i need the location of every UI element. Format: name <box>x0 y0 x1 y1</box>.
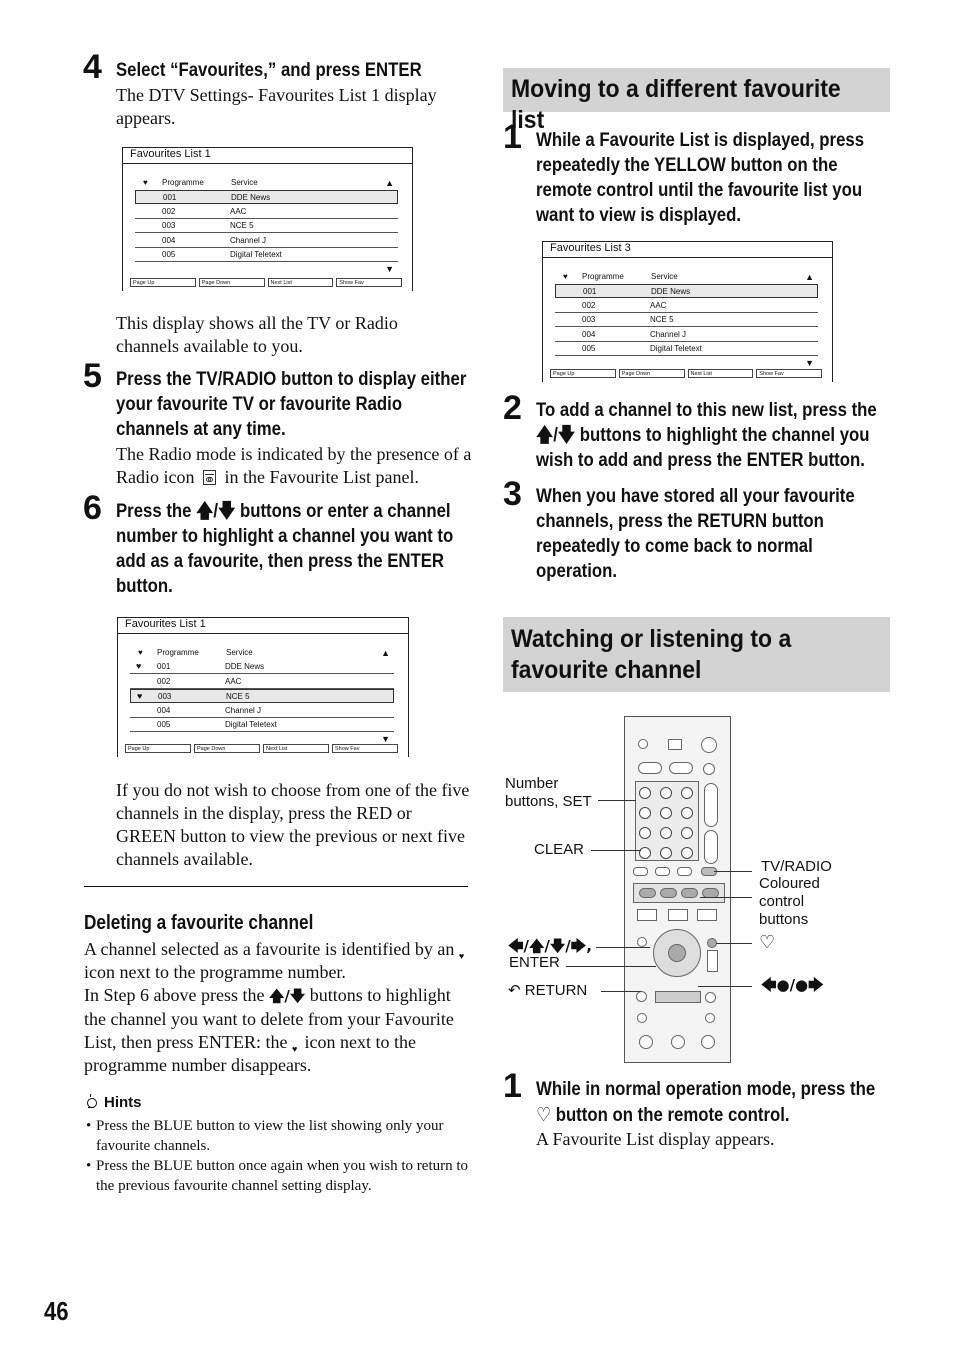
label-return <box>508 981 587 1000</box>
service-name: AAC <box>225 676 242 686</box>
programme-number: 002 <box>582 300 596 310</box>
list-item <box>130 660 394 674</box>
programme-number: 004 <box>157 705 171 715</box>
moving-step-2-heading <box>536 398 893 473</box>
panel-button[interactable]: Page Down <box>199 278 265 287</box>
step-4-body: The DTV Settings- Favourites List 1 display appears. <box>116 85 437 128</box>
moving-step-2-heading-a: To add a channel to this new list, press the <box>536 399 877 421</box>
list-item <box>135 234 398 248</box>
aux-key <box>637 937 647 947</box>
power-key <box>638 739 648 749</box>
panel-title-rule <box>118 633 408 634</box>
up-down-arrow-icon: 🡅/🡇 <box>268 987 306 1005</box>
moving-step-1-heading: While a Favourite List is displayed, press repeatedly the YELLOW button on the remote control until the favourite list you want to view is displayed. <box>536 129 865 226</box>
panel-title: Favourites List 1 <box>130 148 211 160</box>
leader-return <box>601 991 641 992</box>
scroll-down-icon: ▼ <box>381 734 390 744</box>
hint-bulb-icon <box>84 1094 98 1110</box>
panel-button[interactable]: Page Up <box>550 369 616 378</box>
up-down-arrow-icon: 🡅/🡇 <box>536 424 576 446</box>
rect-key-1 <box>638 762 662 774</box>
up-down-arrow-icon: 🡅/🡇 <box>196 500 236 522</box>
skip-key-bar <box>655 991 701 1003</box>
col-service-header: Service <box>651 272 678 281</box>
list-item <box>555 313 818 327</box>
hints-list <box>84 1116 476 1196</box>
leader-coloured <box>700 897 752 898</box>
list-item <box>135 205 398 219</box>
programme-number: 003 <box>582 315 596 325</box>
step-5-body <box>116 443 476 489</box>
step-4-heading: Select “Favourites,” and press ENTER <box>116 59 422 81</box>
deleting-body <box>84 938 476 1077</box>
transport-key-1 <box>637 1013 647 1023</box>
leader-number <box>598 800 636 801</box>
step-5-body-b: in the Favourite List panel. <box>224 467 419 487</box>
green-key <box>660 888 677 898</box>
col-service-header: Service <box>231 178 258 187</box>
programme-number: 001 <box>163 193 177 202</box>
list-item <box>135 219 398 233</box>
heart-icon: ♥ <box>138 648 143 657</box>
panel-title: Favourites List 1 <box>125 618 206 630</box>
favourites-panel-1 <box>122 147 413 291</box>
panel-button[interactable]: Next List <box>268 278 334 287</box>
number-key <box>660 847 672 859</box>
return-key <box>636 991 647 1002</box>
clear-key <box>639 847 651 859</box>
programme-number: 002 <box>157 676 171 686</box>
round-key <box>705 992 716 1003</box>
leader-arrows <box>596 947 650 948</box>
panel-button[interactable]: Show Fav <box>756 369 822 378</box>
panel-2-caption: If you do not wish to choose from one of the five channels in the display, press the RED or GREEN button to view the previous or next five channels available. <box>116 780 470 869</box>
arrow-keys-icon: 🡄/🡅/🡇/🡆, <box>508 937 592 955</box>
step-5-number: 5 <box>83 357 102 395</box>
leader-skip <box>698 986 752 987</box>
service-name: Digital Teletext <box>650 344 702 354</box>
step-6-heading-b: buttons or enter a channel number to highlight a channel you want to add as a favourite, then press the ENTER button. <box>116 500 454 597</box>
leader-tvradio <box>714 871 752 872</box>
watching-step-1-heading-b: button on the remote control. <box>555 1104 790 1126</box>
return-icon: ↶ <box>508 981 521 999</box>
step-6-heading-a: Press the <box>116 500 192 522</box>
panel-button[interactable]: Show Fav <box>332 744 398 753</box>
programme-number: 001 <box>157 662 171 671</box>
hints-heading <box>84 1094 142 1111</box>
deleting-p1-b: icon next to the programme number. <box>84 962 346 982</box>
panel-title-rule <box>543 257 832 258</box>
service-name: NCE 5 <box>230 221 254 231</box>
moving-step-2-heading-b: buttons to highlight the channel you wish to add and press the ENTER button. <box>536 424 870 471</box>
service-name: NCE 5 <box>226 692 250 702</box>
panel-1-caption: This display shows all the TV or Radio channels available to you. <box>116 313 398 356</box>
label-tv-radio: TV/RADIO <box>761 858 832 875</box>
step-6-number: 6 <box>83 489 102 527</box>
panel-button[interactable]: Page Down <box>619 369 685 378</box>
transport-key-3 <box>639 1035 653 1049</box>
label-enter: ENTER <box>509 954 560 971</box>
remote-control-illustration <box>624 716 731 1063</box>
col-programme-header: Programme <box>162 178 204 187</box>
hint-item-2-text: Press the BLUE button once again when you wish to return to the previous favourite channel setting display. <box>96 1158 469 1194</box>
number-key <box>639 827 651 839</box>
scroll-up-icon: ▲ <box>385 178 394 188</box>
col-service-header: Service <box>226 648 253 657</box>
moving-step-2-number: 2 <box>503 389 522 427</box>
row-key-1 <box>633 867 648 876</box>
leader-favourite <box>716 943 752 944</box>
heart-outline-icon: ♡ <box>536 1103 552 1126</box>
step-5-heading: Press the TV/RADIO button to display either your favourite TV or favourite Radio channels at any time. <box>116 368 467 440</box>
menu-key-2 <box>668 909 688 921</box>
leader-clear <box>591 850 641 851</box>
programme-number: 004 <box>582 329 596 339</box>
panel-title-rule <box>123 163 412 164</box>
hints-label: Hints <box>104 1094 142 1111</box>
radio-icon <box>203 470 216 485</box>
section-watching-title-1: Watching or listening to a <box>511 625 792 653</box>
watching-step-1-heading <box>536 1077 889 1128</box>
watching-step-1-heading-a: While in normal operation mode, press the <box>536 1078 876 1100</box>
panel-button[interactable]: Page Up <box>130 278 196 287</box>
heart-icon: ♥ <box>563 272 568 281</box>
programme-number: 003 <box>162 221 176 231</box>
set-key <box>681 847 693 859</box>
heart-icon <box>292 1040 300 1048</box>
list-item <box>135 248 398 262</box>
hint-item-1-text: Press the BLUE button to view the list showing only your favourite channels. <box>96 1118 444 1154</box>
panel-button[interactable]: Page Down <box>194 744 260 753</box>
list-item <box>130 689 394 703</box>
panel-button[interactable]: Page Up <box>125 744 191 753</box>
number-key <box>660 827 672 839</box>
favourites-panel-3 <box>542 241 833 382</box>
heart-outline-icon: ♡ <box>759 932 776 953</box>
hint-item-1: • Press the BLUE button to view the list showing only your favourite channels. <box>86 1118 444 1154</box>
service-name: DDE News <box>651 287 691 296</box>
row-key-3 <box>677 867 692 876</box>
red-key <box>639 888 656 898</box>
section-watching-title-2: favourite channel <box>511 656 702 684</box>
list-item <box>555 342 818 356</box>
label-return-text: RETURN <box>524 982 588 999</box>
menu-key-1 <box>637 909 657 921</box>
number-key <box>639 787 651 799</box>
section-moving-heading <box>503 68 890 134</box>
small-key <box>703 763 715 775</box>
service-name: NCE 5 <box>650 315 674 325</box>
list-item <box>555 328 818 342</box>
number-key <box>660 787 672 799</box>
panel-title: Favourites List 3 <box>550 242 631 254</box>
programme-number: 002 <box>162 206 176 216</box>
list-item <box>130 704 394 718</box>
service-name: AAC <box>650 300 667 310</box>
list-item <box>135 190 398 204</box>
transport-key-4 <box>671 1035 685 1049</box>
deleting-p2-c: icon next to the programme number disappears. <box>84 1032 416 1075</box>
moving-step-1-number: 1 <box>503 118 522 156</box>
programme-number: 003 <box>158 692 172 702</box>
deleting-p2-a: In Step 6 above press the <box>84 985 265 1005</box>
number-key <box>681 807 693 819</box>
col-programme-header: Programme <box>157 648 199 657</box>
page-number: 46 <box>44 1296 69 1326</box>
step-6-heading <box>116 499 469 599</box>
service-name: Channel J <box>650 329 687 339</box>
heart-icon: ♥ <box>143 178 148 187</box>
moving-step-3-heading: When you have stored all your favourite channels, press the RETURN button repeatedly to come back to normal operation. <box>536 485 855 582</box>
deleting-heading: Deleting a favourite channel <box>84 912 314 934</box>
volume-rocker <box>704 783 718 827</box>
number-key <box>660 807 672 819</box>
transport-key-5 <box>701 1035 715 1049</box>
eject-key <box>701 737 717 753</box>
transport-key-2 <box>705 1013 715 1023</box>
step-4-number: 4 <box>83 48 102 86</box>
list-item <box>555 284 818 298</box>
programme-number: 005 <box>162 250 176 260</box>
programme-number: 005 <box>157 720 171 730</box>
row-key-2 <box>655 867 670 876</box>
service-name: Digital Teletext <box>230 250 282 260</box>
scroll-up-icon: ▲ <box>381 648 390 658</box>
heart-icon: ♥ <box>136 661 142 671</box>
scroll-down-icon: ▼ <box>385 264 394 274</box>
programme-number: 004 <box>162 235 176 245</box>
panel-button[interactable]: Next List <box>688 369 754 378</box>
label-clear: CLEAR <box>534 841 585 858</box>
section-watching-heading <box>503 617 890 692</box>
moving-step-3-number: 3 <box>503 475 522 513</box>
watching-step-1-number: 1 <box>503 1067 522 1105</box>
yellow-key <box>681 888 698 898</box>
leader-enter <box>566 966 656 967</box>
service-name: AAC <box>230 206 247 216</box>
favourites-panel-2 <box>117 617 409 757</box>
panel-button[interactable]: Next List <box>263 744 329 753</box>
menu-key-3 <box>697 909 717 921</box>
hint-item-2: • Press the BLUE button once again when you wish to return to the previous favourite channel setting display. <box>86 1158 469 1194</box>
divider-line <box>84 886 468 887</box>
scroll-down-icon: ▼ <box>805 358 814 368</box>
programme-number: 005 <box>582 344 596 354</box>
service-name: Channel J <box>225 705 262 715</box>
heart-icon: ♥ <box>137 691 143 702</box>
label-coloured-buttons: Coloured control buttons <box>759 875 820 928</box>
list-item <box>130 675 394 689</box>
deleting-p2-b: buttons to highlight the channel you want to delete from your Favourite List, then press ENTER: the <box>84 985 454 1052</box>
step-5-body-a: The Radio mode is indicated by the presence of a Radio icon <box>116 444 472 487</box>
section-moving-title: Moving to a different favourite list <box>511 75 841 134</box>
service-name: Channel J <box>230 235 267 245</box>
rect-key-2 <box>669 762 693 774</box>
number-key <box>681 787 693 799</box>
deleting-p1-a: A channel selected as a favourite is identified by an <box>84 939 455 959</box>
list-item <box>555 299 818 313</box>
label-number-buttons: Number buttons, SET <box>505 775 592 810</box>
panel-button[interactable]: Show Fav <box>336 278 402 287</box>
skip-icon: 🡄●/●🡆 <box>761 976 824 994</box>
channel-rocker <box>704 830 718 864</box>
number-key <box>681 827 693 839</box>
side-key <box>707 950 718 972</box>
input-key <box>668 739 682 750</box>
service-name: DDE News <box>231 193 271 202</box>
programme-number: 001 <box>583 287 597 296</box>
service-name: DDE News <box>225 662 265 671</box>
heart-icon <box>459 947 467 955</box>
enter-key <box>668 944 686 962</box>
col-programme-header: Programme <box>582 272 624 281</box>
number-key <box>639 807 651 819</box>
service-name: Digital Teletext <box>225 720 277 730</box>
watching-step-1-body: A Favourite List display appears. <box>536 1129 775 1149</box>
list-item <box>130 718 394 732</box>
scroll-up-icon: ▲ <box>805 272 814 282</box>
